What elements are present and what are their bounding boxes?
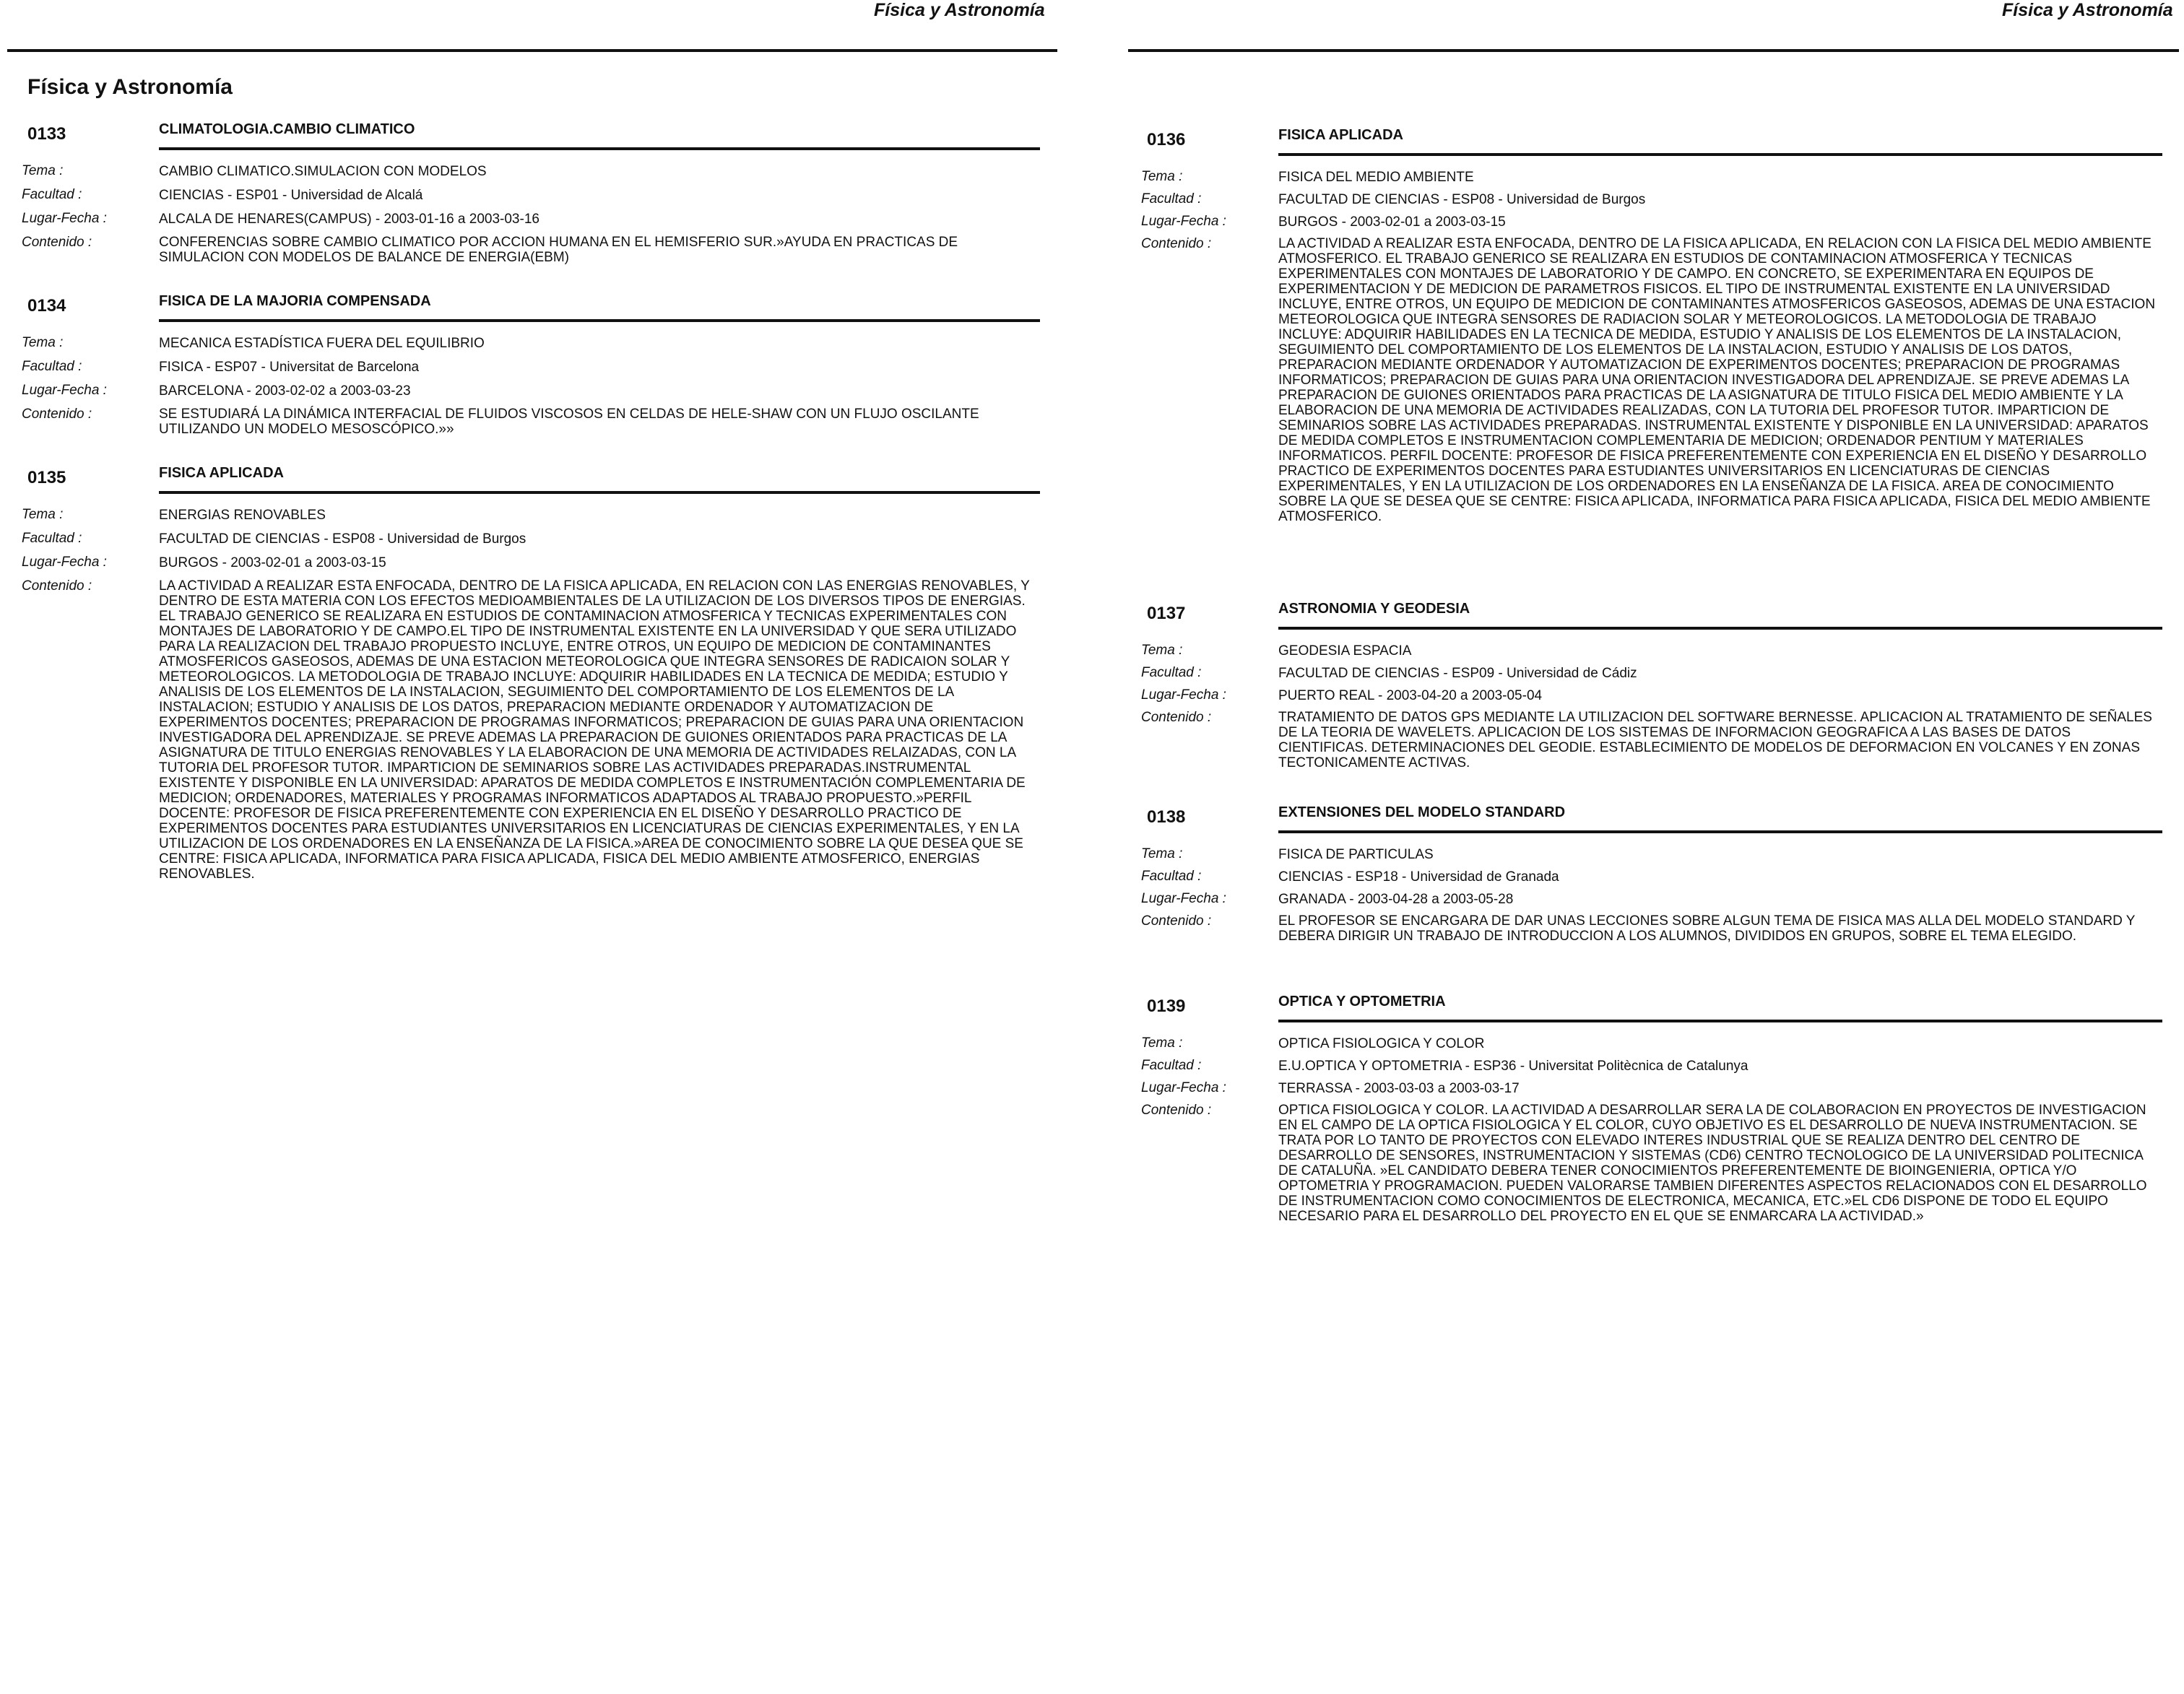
entry-0137 xyxy=(1141,601,2162,770)
entry-0136 xyxy=(1141,127,2162,524)
lugar-fecha-row xyxy=(1141,1080,2162,1097)
contenido-label: Contenido : xyxy=(22,578,92,594)
entry-number: 0136 xyxy=(1147,130,1186,149)
contenido-label: Contenido : xyxy=(1141,710,1212,725)
facultad-value: FACULTAD DE CIENCIAS - ESP08 - Universidad de Burgos xyxy=(1278,192,1646,207)
facultad-row xyxy=(22,531,1040,547)
entry-0134 xyxy=(22,293,1040,437)
running-head: Física y Astronomía xyxy=(874,0,1045,20)
facultad-label: Facultad : xyxy=(1141,665,1202,680)
contenido-value: LA ACTIVIDAD A REALIZAR ESTA ENFOCADA, DENTRO DE LA FISICA APLICADA, EN RELACION CON LA FISICA DEL MEDIO AMBIENTE ATMOSFERICO. EL TRABAJO GENERICO SE REALIZARA EN ESTUDIOS DE CONTAMINACION ATMOSFERICA Y TECNICAS EXPERIMENTALES CON MONTAJES DE LABORATORIO Y DE CAMPO. EN CONCRETO, SE EXPERIMENTARA EN EQUIPOS DE EXPERIMENTACION Y DE MEDICION DE PARAMETROS FISICOS. EL TIPO DE INSTRUMENTAL EXISTENTE EN LA UNIVERSIDAD INCLUYE, ENTRE OTROS, UN EQUIPO DE MEDICION DE CONTAMINANTES ATMOSFERICOS GASEOSOS, ADEMAS DE UNA ESTACION METEOROLOGICA QUE INTEGRA SENSORES DE RADIACION SOLAR Y METEOROLOGICOS. LA METODOLOGIA DE TRABAJO INCLUYE: ADQUIRIR HABILIDADES EN LA TECNICA DE MEDIDA, ESTUDIO Y ANALISIS DE LOS ELEMENTOS DE LA INSTALACION, SEGUIMIENTO DEL COMPORTAMIENTO DE LOS ELEMENTOS DE LA INSTALACION, ESTUDIO Y ANALISIS DE LOS DATOS, PREPARACION MEDIANTE ORDENADOR Y AUTOMATIZACION DE EXPERIMENTOS DOCENTES; PREPARACION DE PROGRAMAS INFORMATICOS; PREPARACION DE GUIAS PARA UNA ORIENTACION INVESTIGADORA DEL APRENDIZAJE. SE PREVE ADEMAS LA PREPARACION DE GUIONES ORIENTADOS PARA PRACTICAS DE LA ASIGNATURA DE TITULO FISICA DEL MEDIO AMBIENTE Y LA ELABORACION DE UNA MEMORIA DE ACTIVIDADES REALIZADAS, CON LA TUTORIA DEL PROFESOR TUTOR. IMPARTICION DE SEMINARIOS SOBRE LAS ACTIVIDADES PREPARADAS. INSTRUMENTAL EXISTENTE Y DISPONIBLE EN LA UNIVERSIDAD: APARATOS DE MEDIDA COMPLETOS E INSTRUMENTACION COMPLEMENTARIA DE MEDICION; ORDENADOR PENTIUM Y MATERIALES INFORMATICOS. PERFIL DOCENTE: PROFESOR DE FISICA PREFERENTEMENTE CON EXPERIENCIA EN EL DISEÑO Y DESARROLLO PRACTICO DE EXPERIMENTOS DOCENTES PARA ESTUDIANTES UNIVERSITARIOS EN LICENCIATURAS DE CIENCIAS EXPERIMENTALES, Y EN LA UTILIZACION DE LOS ORDENADORES EN LA ENSEÑANZA DE LA FISICA. AREA DE CONOCIMIENTO SOBRE LA QUE SE DESEA QUE SE CENTRE: FISICA APLICADA, INFORMATICA PARA FISICA APLICADA, FISICA DEL MEDIO AMBIENTE ATMOSFERICO. xyxy=(1278,236,2156,524)
running-head: Física y Astronomía xyxy=(2002,0,2173,20)
entry-rule xyxy=(159,491,1040,494)
contenido-row xyxy=(22,407,1040,437)
entry-rule xyxy=(1278,1020,2162,1022)
lugar-fecha-label: Lugar-Fecha : xyxy=(1141,891,1226,906)
tema-value: CAMBIO CLIMATICO.SIMULACION CON MODELOS xyxy=(159,164,487,179)
lugar-fecha-label: Lugar-Fecha : xyxy=(1141,687,1226,703)
tema-value: GEODESIA ESPACIA xyxy=(1278,643,1412,659)
lugar-fecha-value: BURGOS - 2003-02-01 a 2003-03-15 xyxy=(1278,214,1506,230)
tema-label: Tema : xyxy=(1141,169,1183,184)
tema-value: FISICA DEL MEDIO AMBIENTE xyxy=(1278,170,1474,185)
facultad-value: CIENCIAS - ESP01 - Universidad de Alcalá xyxy=(159,188,423,203)
entry-0133 xyxy=(22,121,1040,265)
contenido-row xyxy=(1141,236,2162,524)
lugar-fecha-value: TERRASSA - 2003-03-03 a 2003-03-17 xyxy=(1278,1081,1520,1096)
lugar-fecha-value: BARCELONA - 2003-02-02 a 2003-03-23 xyxy=(159,383,411,399)
facultad-row xyxy=(1141,665,2162,682)
section-title: Física y Astronomía xyxy=(27,75,233,99)
entry-0138 xyxy=(1141,804,2162,944)
lugar-fecha-value: PUERTO REAL - 2003-04-20 a 2003-05-04 xyxy=(1278,688,1543,703)
lugar-fecha-value: GRANADA - 2003-04-28 a 2003-05-28 xyxy=(1278,892,1514,907)
lugar-fecha-row xyxy=(22,555,1040,571)
lugar-fecha-row xyxy=(1141,214,2162,230)
tema-label: Tema : xyxy=(22,335,64,350)
tema-label: Tema : xyxy=(1141,1035,1183,1051)
facultad-label: Facultad : xyxy=(22,187,82,202)
facultad-row xyxy=(1141,191,2162,208)
tema-value: FISICA DE PARTICULAS xyxy=(1278,847,1434,862)
tema-label: Tema : xyxy=(1141,643,1183,658)
entry-rule xyxy=(1278,153,2162,156)
tema-value: MECANICA ESTADÍSTICA FUERA DEL EQUILIBRIO xyxy=(159,336,485,351)
entry-title: ASTRONOMIA Y GEODESIA xyxy=(1278,601,1470,617)
tema-row xyxy=(1141,1035,2162,1052)
facultad-value: E.U.OPTICA Y OPTOMETRIA - ESP36 - Universitat Politècnica de Catalunya xyxy=(1278,1059,1748,1074)
lugar-fecha-row xyxy=(22,211,1040,227)
contenido-label: Contenido : xyxy=(1141,236,1212,251)
facultad-value: FISICA - ESP07 - Universitat de Barcelona xyxy=(159,360,420,375)
entry-number: 0134 xyxy=(27,296,66,316)
lugar-fecha-row xyxy=(22,383,1040,399)
contenido-value: CONFERENCIAS SOBRE CAMBIO CLIMATICO POR ACCION HUMANA EN EL HEMISFERIO SUR.»AYUDA EN PRACTICAS DE SIMULACION CON MODELOS DE BALANCE DE ENERGIA(EBM) xyxy=(159,235,958,265)
facultad-label: Facultad : xyxy=(1141,869,1202,884)
entry-0135 xyxy=(22,465,1040,882)
facultad-row xyxy=(1141,1058,2162,1074)
entry-header xyxy=(1141,127,2162,159)
facultad-label: Facultad : xyxy=(1141,1058,1202,1073)
facultad-row xyxy=(1141,869,2162,885)
entry-rule xyxy=(159,319,1040,322)
lugar-fecha-label: Lugar-Fecha : xyxy=(1141,214,1226,229)
tema-row xyxy=(1141,643,2162,659)
contenido-row xyxy=(1141,710,2162,770)
entry-title: FISICA APLICADA xyxy=(1278,127,1403,143)
tema-row xyxy=(1141,169,2162,186)
entry-header xyxy=(1141,601,2162,633)
facultad-label: Facultad : xyxy=(22,359,82,374)
entry-rule xyxy=(1278,627,2162,630)
entry-header xyxy=(22,465,1040,497)
facultad-value: CIENCIAS - ESP18 - Universidad de Granada xyxy=(1278,869,1559,885)
entry-number: 0137 xyxy=(1147,604,1186,623)
contenido-label: Contenido : xyxy=(1141,913,1212,929)
entry-header xyxy=(22,293,1040,325)
contenido-row xyxy=(1141,1103,2162,1224)
contenido-value: LA ACTIVIDAD A REALIZAR ESTA ENFOCADA, DENTRO DE LA FISICA APLICADA, EN RELACION CON LAS ENERGIAS RENOVABLES, Y DENTRO DE ESTA MATERIA CON LOS EFECTOS MEDIOAMBIENTALES DE LA UTILIZACION DE LOS DIVERSOS TIPOS DE ENERGIAS. EL TRABAJO GENERICO SE REALIZARA EN ESTUDIOS DE CONTAMINACION ATMOSFERICA Y TECNICAS EXPERIMENTALES CON MONTAJES DE LABORATORIO Y DE CAMPO.EL TIPO DE INSTRUMENTAL EXISTENTE EN LA UNIVERSIDAD Y QUE SERA UTILIZADO PARA LA REALIZACION DEL TRABAJO PROPUESTO INCLUYE, ENTRE OTROS, UN EQUIPO DE MEDICION DE CONTAMINANTES ATMOSFERICOS GASEOSOS, ADEMAS DE UNA ESTACION METEOROLOGICA QUE INTEGRA SENSORES DE RADICAION SOLAR Y METEOROLOGICOS. LA METODOLOGIA DE TRABAJO INCLUYE: ADQUIRIR HABILIDADES EN LA TECNICA DE MEDIDA; ESTUDIO Y ANALISIS DE LOS ELEMENTOS DE LA INSTALACION, SEGUIMIENTO DEL COMPORTAMIENTO DE LOS ELEMENTOS DE LA INSTALACION; ESTUDIO Y ANALISIS DE LOS DATOS, PREPARACION MEDIANTE ORDENADOR Y AUTOMATIZACION DE EXPERIMENTOS DOCENTES; PREPARACION DE PROGRAMAS INFORMATICOS; PREPARACION DE GUIAS PARA UNA ORIENTACION INVESTIGADORA DEL APRENDIZAJE. SE PREVE ADEMAS LA PREPARACION DE GUIONES ORIENTADOS PARA PRACTICAS DE LA ASIGNATURA DE TITULO ENERGIAS RENOVABLES Y LA ELABORACION DE UNA MEMORIA DE ACTIVIDADES RELAIZADAS, CON LA TUTORIA DEL PROFESOR TUTOR. IMPARTICION DE SEMINARIOS SOBRE LAS ACTIVIDADES PREPARADAS.INSTRUMENTAL EXISTENTE Y DISPONIBLE EN LA UNIVERSIDAD: APARATOS DE MEDIDA COMPLETOS E INSTRUMENTACIÓN COMPLEMENTARIA DE MEDICION; ORDENADORES, MATERIALES Y PROGRAMAS INFORMATICOS ADAPTADOS AL TRABAJO PROPUESTO.»PERFIL DOCENTE: PROFESOR DE FISICA PREFERENTEMENTE CON EXPERIENCIA EN EL DISEÑO Y DESARROLLO PRACTICO DE EXPERIMENTOS DOCENTES PARA ESTUDIANTES UNIVERSITARIOS EN LICENCIATURAS DE CIENCIAS EXPERIMENTALES, Y EN LA UTILIZACION DE LOS ORDENADORES EN LA ENSEÑANZA DE LA FISICA.»AREA DE CONOCIMIENTO SOBRE LA QUE DESEA QUE SE CENTRE: FISICA APLICADA, INFORMATICA PARA FISICA APLICADA, FISICA DEL MEDIO AMBIENTE ATMOSFERICO, ENERGIAS RENOVABLES. xyxy=(159,578,1030,882)
tema-value: OPTICA FISIOLOGICA Y COLOR xyxy=(1278,1036,1485,1051)
tema-label: Tema : xyxy=(22,507,64,522)
contenido-row xyxy=(1141,913,2162,944)
facultad-row xyxy=(22,187,1040,204)
entry-number: 0135 xyxy=(27,468,66,487)
entry-rule xyxy=(159,147,1040,150)
header-rule xyxy=(1128,49,2179,52)
entry-number: 0138 xyxy=(1147,807,1186,827)
entry-title: OPTICA Y OPTOMETRIA xyxy=(1278,994,1446,1009)
entry-0139 xyxy=(1141,994,2162,1224)
lugar-fecha-label: Lugar-Fecha : xyxy=(22,555,107,570)
lugar-fecha-label: Lugar-Fecha : xyxy=(22,211,107,226)
contenido-value: EL PROFESOR SE ENCARGARA DE DAR UNAS LECCIONES SOBRE ALGUN TEMA DE FISICA MAS ALLA DEL MODELO STANDARD Y DEBERA DIRIGIR UN TRABAJO DE INTRODUCCION A LOS ALUMNOS, DIVIDIDOS EN GRUPOS, SOBRE EL TEMA ELEGIDO. xyxy=(1278,913,2136,944)
entry-header xyxy=(22,121,1040,153)
facultad-row xyxy=(22,359,1040,375)
tema-value: ENERGIAS RENOVABLES xyxy=(159,508,326,523)
facultad-label: Facultad : xyxy=(22,531,82,546)
facultad-label: Facultad : xyxy=(1141,191,1202,207)
right-page xyxy=(1092,0,2184,1694)
tema-row xyxy=(1141,846,2162,863)
contenido-value: OPTICA FISIOLOGICA Y COLOR. LA ACTIVIDAD A DESARROLLAR SERA LA DE COLABORACION EN PROYECTOS DE INVESTIGACION EN EL CAMPO DE LA OPTICA FISIOLOGICA Y EL COLOR, CUYO OBJETIVO ES EL DESARROLLO DE NUEVA INSTRUMENTACION. SE TRATA POR LO TANTO DE PROYECTOS CON ELEVADO INTERES INDUSTRIAL QUE SE REALIZA DENTRO DEL CENTRO DE DESARROLLO DE SENSORES, INSTRUMENTACION Y SISTEMAS (CD6) CENTRO TECNOLOGICO DE LA UNIVERSIDAD POLITECNICA DE CATALUÑA. »EL CANDIDATO DEBERA TENER CONOCIMIENTOS PREFERENTEMENTE DE BIOINGENIERIA, OPTICA Y/O OPTOMETRIA Y PROGRAMACION. PUEDEN VALORARSE TAMBIEN DIFERENTES ASPECTOS RELACIONADOS CON EL DESARROLLO DE INSTRUMENTACION COMO CONOCIMIENTOS DE ELECTRONICA, MECANICA, ETC.»EL CD6 DISPONE DE TODO EL EQUIPO NECESARIO PARA EL DESARROLLO DEL PROYECTO EN EL QUE SE ENMARCARA LA ACTIVIDAD.» xyxy=(1278,1103,2147,1224)
contenido-row xyxy=(22,578,1040,882)
lugar-fecha-row xyxy=(1141,891,2162,908)
entry-header xyxy=(1141,804,2162,836)
tema-label: Tema : xyxy=(1141,846,1183,861)
entry-title: FISICA APLICADA xyxy=(159,465,284,481)
entry-number: 0139 xyxy=(1147,996,1186,1016)
lugar-fecha-row xyxy=(1141,687,2162,704)
contenido-value: SE ESTUDIARÁ LA DINÁMICA INTERFACIAL DE FLUIDOS VISCOSOS EN CELDAS DE HELE-SHAW CON UN FLUJO OSCILANTE UTILIZANDO UN MODELO MESOSCÓPICO.»» xyxy=(159,407,979,437)
contenido-label: Contenido : xyxy=(22,235,92,250)
lugar-fecha-value: ALCALA DE HENARES(CAMPUS) - 2003-01-16 a 2003-03-16 xyxy=(159,212,540,227)
contenido-label: Contenido : xyxy=(1141,1103,1212,1118)
lugar-fecha-value: BURGOS - 2003-02-01 a 2003-03-15 xyxy=(159,555,386,570)
entry-number: 0133 xyxy=(27,124,66,144)
tema-row xyxy=(22,163,1040,180)
entry-title: FISICA DE LA MAJORIA COMPENSADA xyxy=(159,293,431,309)
entry-rule xyxy=(1278,830,2162,833)
entry-title: EXTENSIONES DEL MODELO STANDARD xyxy=(1278,804,1566,820)
tema-row xyxy=(22,335,1040,352)
facultad-value: FACULTAD DE CIENCIAS - ESP09 - Universidad de Cádiz xyxy=(1278,666,1637,681)
contenido-value: TRATAMIENTO DE DATOS GPS MEDIANTE LA UTILIZACION DEL SOFTWARE BERNESSE. APLICACION AL TRATAMIENTO DE SEÑALES DE LA TEORIA DE WAVELETS. APLICACION DE LOS SISTEMAS DE INFORMACION GEOGRAFICA A LAS BASES DE DATOS CIENTIFICAS. DETERMINACIONES DEL GEODIE. ESTABLECIMIENTO DE MODELOS DE DEFORMACION EN VOLCANES Y EN ZONAS TECTONICAMENTE ACTIVAS. xyxy=(1278,710,2152,770)
lugar-fecha-label: Lugar-Fecha : xyxy=(1141,1080,1226,1095)
entry-title: CLIMATOLOGIA.CAMBIO CLIMATICO xyxy=(159,121,415,137)
header-rule xyxy=(7,49,1057,52)
contenido-row xyxy=(22,235,1040,265)
contenido-label: Contenido : xyxy=(22,407,92,422)
entry-header xyxy=(1141,994,2162,1025)
tema-row xyxy=(22,507,1040,524)
tema-label: Tema : xyxy=(22,163,64,178)
facultad-value: FACULTAD DE CIENCIAS - ESP08 - Universidad de Burgos xyxy=(159,531,526,547)
lugar-fecha-label: Lugar-Fecha : xyxy=(22,383,107,398)
